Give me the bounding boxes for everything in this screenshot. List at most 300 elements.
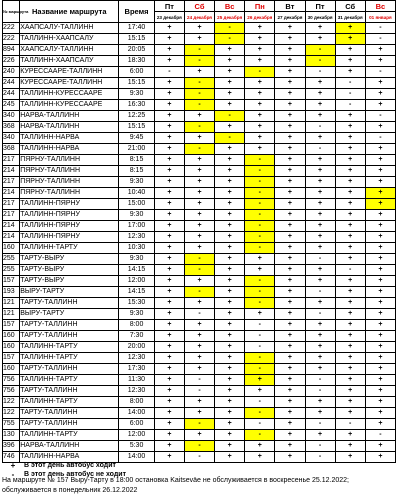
service-mark-cell: - [215, 23, 245, 34]
service-mark-cell: + [275, 452, 305, 463]
service-mark-cell: + [305, 188, 335, 199]
service-mark-cell: + [154, 232, 184, 243]
service-mark-cell: + [245, 133, 275, 144]
service-mark-cell: + [275, 298, 305, 309]
service-mark-cell: + [365, 309, 395, 320]
service-mark-cell: + [154, 45, 184, 56]
route-number-cell: 245 [3, 100, 20, 111]
service-mark-cell: - [215, 111, 245, 122]
table-row [3, 287, 396, 298]
legend-not-runs-text: В этот день автобус не ходит [24, 471, 127, 478]
service-mark-cell: + [335, 177, 365, 188]
service-mark-cell: + [184, 188, 214, 199]
departure-time-cell: 6:00 [119, 67, 155, 78]
route-number-cell: 157 [3, 276, 20, 287]
route-number-cell: 755 [3, 419, 20, 430]
service-mark-cell: - [184, 265, 214, 276]
service-mark-cell: + [335, 331, 365, 342]
service-mark-cell: + [305, 177, 335, 188]
service-mark-cell: + [245, 386, 275, 397]
service-mark-cell: + [335, 254, 365, 265]
service-mark-cell: + [365, 386, 395, 397]
departure-time-cell: 14:00 [119, 408, 155, 419]
service-mark-cell: + [154, 89, 184, 100]
header-weekday-7: Вс [365, 1, 395, 12]
service-mark-cell: + [275, 100, 305, 111]
departure-time-cell: 10:40 [119, 188, 155, 199]
route-name-cell: ТАЛЛИНН-ПЯРНУ [20, 199, 119, 210]
service-mark-cell: + [154, 375, 184, 386]
service-mark-cell: + [154, 364, 184, 375]
service-mark-cell: - [184, 122, 214, 133]
service-mark-cell: + [275, 232, 305, 243]
service-mark-cell: + [154, 111, 184, 122]
service-mark-cell: - [305, 254, 335, 265]
service-mark-cell: - [245, 419, 275, 430]
route-name-cell: ТАРТУ-ТАЛЛИНН [20, 320, 119, 331]
table-row [3, 386, 396, 397]
service-mark-cell: + [245, 56, 275, 67]
service-mark-cell: - [245, 177, 275, 188]
departure-time-cell: 9:30 [119, 210, 155, 221]
service-mark-cell: + [215, 221, 245, 232]
route-name-cell: ТАЛЛИНН-ТАРТУ [20, 353, 119, 364]
service-mark-cell: - [305, 452, 335, 463]
departure-time-cell: 15:15 [119, 78, 155, 89]
route-number-cell: 214 [3, 232, 20, 243]
service-mark-cell: + [184, 67, 214, 78]
departure-time-cell: 8:00 [119, 397, 155, 408]
service-mark-cell: + [215, 100, 245, 111]
service-mark-cell: + [245, 23, 275, 34]
service-mark-cell: - [184, 56, 214, 67]
route-name-cell: ТАЛЛИНН-ПЯРНУ [20, 232, 119, 243]
departure-time-cell: 10:30 [119, 243, 155, 254]
departure-time-cell: 8:15 [119, 155, 155, 166]
table-row [3, 375, 396, 386]
departure-time-cell: 9:30 [119, 309, 155, 320]
header-weekday-5: Пт [305, 1, 335, 12]
table-row [3, 111, 396, 122]
route-name-cell: ТАЛЛИНН-НАРВА [20, 452, 119, 463]
service-mark-cell: + [245, 452, 275, 463]
service-mark-cell: + [184, 364, 214, 375]
route-number-cell: 756 [3, 386, 20, 397]
route-name-cell: ТАЛЛИНН-КУРЕССААРЕ [20, 100, 119, 111]
service-mark-cell: - [184, 45, 214, 56]
table-row [3, 397, 396, 408]
service-mark-cell: - [335, 419, 365, 430]
route-number-cell: 244 [3, 78, 20, 89]
route-name-cell: ТАРТУ-ТАЛЛИНН [20, 386, 119, 397]
header-weekday-3: Пн [245, 1, 275, 12]
service-mark-cell: + [275, 342, 305, 353]
service-mark-cell: - [305, 287, 335, 298]
service-mark-cell: + [184, 199, 214, 210]
service-mark-cell: - [245, 364, 275, 375]
service-mark-cell: + [365, 353, 395, 364]
legend-runs [8, 461, 116, 470]
service-mark-cell: + [305, 34, 335, 45]
route-number-cell: 160 [3, 243, 20, 254]
service-mark-cell: - [154, 67, 184, 78]
service-mark-cell: + [275, 276, 305, 287]
service-mark-cell: - [305, 375, 335, 386]
service-mark-cell: + [275, 166, 305, 177]
route-number-cell: 396 [3, 441, 20, 452]
service-mark-cell: + [365, 276, 395, 287]
departure-time-cell: 9:45 [119, 133, 155, 144]
service-mark-cell: + [184, 166, 214, 177]
service-mark-cell: + [184, 430, 214, 441]
service-mark-cell: + [365, 320, 395, 331]
route-name-cell: НАРВА-ТАЛЛИНН [20, 441, 119, 452]
service-mark-cell: + [184, 155, 214, 166]
departure-time-cell: 20:05 [119, 45, 155, 56]
service-mark-cell: + [305, 408, 335, 419]
service-mark-cell: + [275, 67, 305, 78]
service-mark-cell: + [275, 419, 305, 430]
service-mark-cell: + [215, 364, 245, 375]
service-mark-cell: + [275, 144, 305, 155]
service-mark-cell: + [215, 265, 245, 276]
table-row [3, 342, 396, 353]
service-mark-cell: + [305, 397, 335, 408]
route-number-cell: 160 [3, 364, 20, 375]
route-number-cell: 157 [3, 353, 20, 364]
departure-time-cell: 9:30 [119, 89, 155, 100]
service-mark-cell: - [184, 100, 214, 111]
route-number-cell: 122 [3, 408, 20, 419]
table-row [3, 89, 396, 100]
service-mark-cell: + [335, 408, 365, 419]
service-mark-cell: + [275, 265, 305, 276]
table-row [3, 166, 396, 177]
table-row [3, 441, 396, 452]
table-row [3, 430, 396, 441]
header-weekday-2: Вс [215, 1, 245, 12]
service-mark-cell: + [215, 386, 245, 397]
service-mark-cell: - [305, 309, 335, 320]
service-mark-cell: + [215, 67, 245, 78]
table-row [3, 23, 396, 34]
service-mark-cell: + [365, 177, 395, 188]
service-mark-cell: + [365, 100, 395, 111]
service-mark-cell: + [154, 199, 184, 210]
service-mark-cell: + [184, 34, 214, 45]
table-row [3, 276, 396, 287]
service-mark-cell: + [275, 375, 305, 386]
departure-time-cell: 9:30 [119, 177, 155, 188]
route-number-cell: 217 [3, 155, 20, 166]
service-mark-cell: + [215, 419, 245, 430]
service-mark-cell: - [184, 254, 214, 265]
route-number-cell: 217 [3, 177, 20, 188]
service-mark-cell: + [215, 254, 245, 265]
service-mark-cell: + [275, 441, 305, 452]
service-mark-cell: + [184, 331, 214, 342]
service-mark-cell: + [275, 221, 305, 232]
service-mark-cell: + [305, 265, 335, 276]
route-name-cell: ТАЛЛИНН-НАРВА [20, 144, 119, 155]
header-date-6: 31 декабря [335, 12, 365, 23]
service-mark-cell: - [365, 111, 395, 122]
route-name-cell: НАРВА-ТАЛЛИНН [20, 122, 119, 133]
service-mark-cell: + [365, 419, 395, 430]
table-row [3, 353, 396, 364]
service-mark-cell: + [365, 199, 395, 210]
service-mark-cell: + [275, 320, 305, 331]
service-mark-cell: + [335, 441, 365, 452]
service-mark-cell: + [365, 408, 395, 419]
service-mark-cell: + [184, 177, 214, 188]
service-mark-cell: + [215, 232, 245, 243]
service-mark-cell: + [154, 166, 184, 177]
service-mark-cell: + [335, 67, 365, 78]
service-mark-cell: - [305, 56, 335, 67]
service-mark-cell: - [365, 133, 395, 144]
service-mark-cell: + [365, 155, 395, 166]
departure-time-cell: 12:30 [119, 353, 155, 364]
departure-time-cell: 14:15 [119, 265, 155, 276]
service-mark-cell: - [245, 188, 275, 199]
service-mark-cell: + [215, 309, 245, 320]
service-mark-cell: + [245, 309, 275, 320]
service-mark-cell: - [245, 67, 275, 78]
departure-time-cell: 15:30 [119, 298, 155, 309]
service-mark-cell: + [215, 287, 245, 298]
departure-time-cell: 14:00 [119, 452, 155, 463]
service-mark-cell: + [335, 122, 365, 133]
route-number-cell: 894 [3, 45, 20, 56]
service-mark-cell: + [275, 133, 305, 144]
departure-time-cell: 8:15 [119, 166, 155, 177]
header-date-7: 01 января [365, 12, 395, 23]
route-name-cell: ТАЛЛИНН-ТАРТУ [20, 397, 119, 408]
service-mark-cell: + [335, 309, 365, 320]
service-mark-cell: + [365, 89, 395, 100]
service-mark-cell: + [184, 353, 214, 364]
header-weekday-4: Вт [275, 1, 305, 12]
service-mark-cell: + [184, 133, 214, 144]
service-mark-cell: + [365, 441, 395, 452]
table-row [3, 419, 396, 430]
service-mark-cell: - [305, 144, 335, 155]
service-mark-cell: - [335, 89, 365, 100]
service-mark-cell: + [365, 188, 395, 199]
service-mark-cell: + [245, 122, 275, 133]
service-mark-cell: + [154, 342, 184, 353]
route-name-cell: ТАРТУ-ТАЛЛИНН [20, 298, 119, 309]
route-number-cell: 340 [3, 133, 20, 144]
service-mark-cell: + [154, 210, 184, 221]
service-mark-cell: - [184, 375, 214, 386]
service-mark-cell: + [335, 56, 365, 67]
service-mark-cell: + [275, 23, 305, 34]
header-date-5: 30 декабря [305, 12, 335, 23]
service-mark-cell: + [335, 199, 365, 210]
service-mark-cell: + [305, 276, 335, 287]
service-mark-cell: + [275, 254, 305, 265]
service-mark-cell: + [275, 353, 305, 364]
service-mark-cell: + [215, 45, 245, 56]
header-route-name: Название маршрута [20, 1, 119, 23]
service-mark-cell: + [275, 56, 305, 67]
service-mark-cell: + [335, 133, 365, 144]
service-mark-cell: + [365, 78, 395, 89]
route-name-cell: ТАЛЛИНН-ХААПСАЛУ [20, 34, 119, 45]
service-mark-cell: + [305, 243, 335, 254]
service-mark-cell: + [305, 232, 335, 243]
service-mark-cell: + [215, 56, 245, 67]
service-mark-cell: + [215, 430, 245, 441]
service-mark-cell: + [335, 45, 365, 56]
service-mark-cell: + [215, 375, 245, 386]
service-mark-cell: + [365, 364, 395, 375]
service-mark-cell: + [335, 221, 365, 232]
service-mark-cell: + [305, 199, 335, 210]
service-mark-cell: + [215, 452, 245, 463]
service-mark-cell: + [215, 177, 245, 188]
service-mark-cell: - [245, 166, 275, 177]
service-mark-cell: + [365, 144, 395, 155]
departure-time-cell: 12:30 [119, 386, 155, 397]
service-mark-cell: + [335, 298, 365, 309]
schedule-body [3, 23, 396, 463]
service-mark-cell: + [275, 122, 305, 133]
service-mark-cell: - [305, 122, 335, 133]
service-mark-cell: - [245, 243, 275, 254]
service-mark-cell: + [215, 188, 245, 199]
service-mark-cell: + [154, 122, 184, 133]
service-mark-cell: + [335, 210, 365, 221]
service-mark-cell: + [365, 45, 395, 56]
route-name-cell: ВЫРУ-ТАРТУ [20, 309, 119, 320]
header-weekday-0: Пт [154, 1, 184, 12]
service-mark-cell: + [275, 397, 305, 408]
service-mark-cell: + [305, 100, 335, 111]
table-row [3, 188, 396, 199]
service-mark-cell: - [245, 276, 275, 287]
table-row [3, 364, 396, 375]
service-mark-cell: - [184, 419, 214, 430]
route-number-cell: 226 [3, 56, 20, 67]
header-weekday-1: Сб [184, 1, 214, 12]
service-mark-cell: + [365, 232, 395, 243]
service-mark-cell: - [245, 320, 275, 331]
route-name-cell: ТАРТУ-ВЫРУ [20, 254, 119, 265]
service-mark-cell: + [275, 331, 305, 342]
table-row [3, 232, 396, 243]
route-number-cell: 160 [3, 331, 20, 342]
service-mark-cell: + [275, 199, 305, 210]
table-row [3, 67, 396, 78]
service-mark-cell: + [335, 232, 365, 243]
service-mark-cell: + [305, 320, 335, 331]
service-mark-cell: + [245, 34, 275, 45]
route-number-cell: 214 [3, 188, 20, 199]
table-row [3, 122, 396, 133]
service-mark-cell: - [305, 45, 335, 56]
table-row [3, 309, 396, 320]
route-name-cell: ТАЛЛИНН-КУРЕССААРЕ [20, 89, 119, 100]
service-mark-cell: - [184, 287, 214, 298]
service-mark-cell: + [275, 89, 305, 100]
service-mark-cell: + [335, 188, 365, 199]
table-row [3, 331, 396, 342]
table-row [3, 320, 396, 331]
departure-time-cell: 15:15 [119, 34, 155, 45]
route-name-cell: ВЫРУ-ТАРТУ [20, 287, 119, 298]
route-name-cell: ТАРТУ-ТАЛЛИНН [20, 364, 119, 375]
service-mark-cell: + [275, 430, 305, 441]
service-mark-cell: + [305, 331, 335, 342]
service-mark-cell: + [215, 243, 245, 254]
service-mark-cell: + [215, 331, 245, 342]
service-mark-cell: + [305, 221, 335, 232]
departure-time-cell: 17:30 [119, 364, 155, 375]
service-mark-cell: - [335, 100, 365, 111]
service-mark-cell: + [275, 210, 305, 221]
footnote: На маршруте № 157 Выру-Тарту в 18:00 остановка Kaitseväe не обслуживается в воскресенье 25.12.2022; обслуживается в понедельник 26.12.2022 [2, 477, 349, 494]
table-row [3, 210, 396, 221]
service-mark-cell: + [335, 364, 365, 375]
service-mark-cell: + [245, 265, 275, 276]
service-mark-cell: - [245, 221, 275, 232]
table-row [3, 144, 396, 155]
service-mark-cell: + [154, 452, 184, 463]
service-mark-cell: + [215, 342, 245, 353]
service-mark-cell: + [335, 243, 365, 254]
header-weekday-6: Сб [335, 1, 365, 12]
route-name-cell: ТАЛЛИНН-ТАРТУ [20, 375, 119, 386]
table-row [3, 265, 396, 276]
service-mark-cell: + [184, 111, 214, 122]
legend-plus-symbol: + [10, 461, 16, 470]
service-mark-cell: + [335, 452, 365, 463]
service-mark-cell: - [305, 419, 335, 430]
service-mark-cell: + [365, 452, 395, 463]
service-mark-cell: + [305, 133, 335, 144]
service-mark-cell: + [305, 155, 335, 166]
departure-time-cell: 18:30 [119, 56, 155, 67]
table-row [3, 298, 396, 309]
service-mark-cell: + [335, 34, 365, 45]
service-mark-cell: + [365, 397, 395, 408]
route-name-cell: ХААПСАЛУ-ТАЛЛИНН [20, 23, 119, 34]
service-mark-cell: + [154, 23, 184, 34]
route-number-cell: 255 [3, 254, 20, 265]
service-mark-cell: + [335, 276, 365, 287]
service-mark-cell: + [305, 78, 335, 89]
route-number-cell: 746 [3, 452, 20, 463]
route-name-cell: ТАРТУ-ТАЛЛИНН [20, 408, 119, 419]
service-mark-cell: + [184, 298, 214, 309]
service-mark-cell: + [154, 243, 184, 254]
service-mark-cell: - [245, 397, 275, 408]
route-name-cell: ТАЛЛИНН-ТАРТУ [20, 243, 119, 254]
service-mark-cell: + [335, 397, 365, 408]
service-mark-cell: + [215, 144, 245, 155]
service-mark-cell: + [245, 111, 275, 122]
service-mark-cell: + [365, 375, 395, 386]
route-name-cell: КУРЕССААРЕ-ТАЛЛИНН [20, 78, 119, 89]
service-mark-cell: + [365, 210, 395, 221]
service-mark-cell: + [335, 144, 365, 155]
service-mark-cell: + [365, 342, 395, 353]
departure-time-cell: 5:30 [119, 441, 155, 452]
service-mark-cell: + [154, 430, 184, 441]
